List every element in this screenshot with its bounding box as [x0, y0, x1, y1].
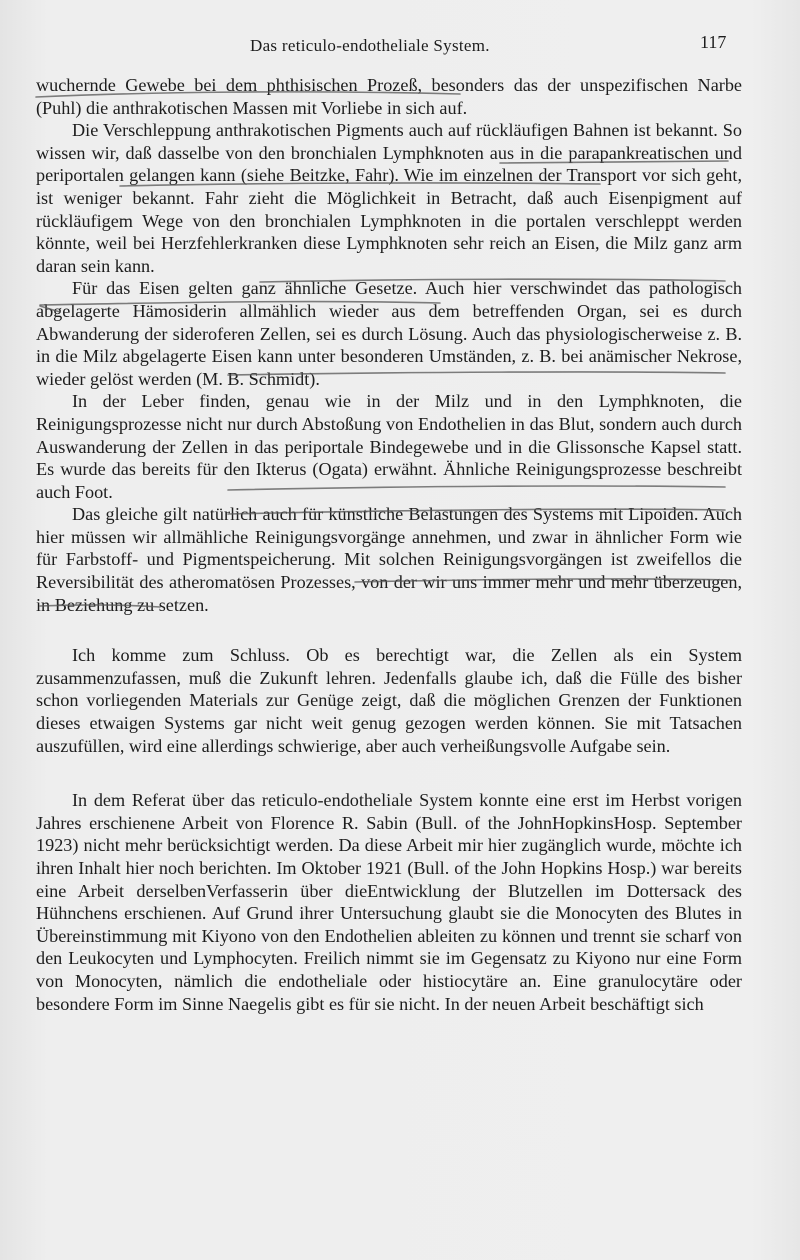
paragraph-conclusion: Ich komme zum Schluss. Ob es berechtigt war, die Zellen als ein System zusammenzufassen, muß die Zukunft lehren. Jedenfalls glaube ich, daß die Fülle des bisher schon vorliegenden Materials zur Genüge zeigt, daß die möglichen Grenzen der Funktionen dieses etwaigen Systems gar nicht weit genug gezogen werden können. Sie mit Tatsachen auszufüllen, wird eine allerdings schwierige, aber auch verheißungsvolle Aufgabe sein.	[36, 645, 742, 756]
paragraph-anthracosis-transport: Die Verschleppung anthrakotischen Pigments auch auf rückläufigen Bahnen ist bekannt. So wissen wir, daß dasselbe von den bronchialen Lymphknoten aus in die parapankreatischen und periportalen gelangen kann (siehe Beitzke, Fahr). Wie im einzelnen der Transport vor sich geht, ist weniger bekannt. Fahr zieht die Möglichkeit in Betracht, daß auch Eisenpigment auf rückläufigem Wege von den bronchialen Lymphknoten in die portalen verschleppt werden könnte, weil bei Herzfehlerkranken diese Lymphknoten sehr reich an Eisen, die Milz ganz arm daran sein kann.	[36, 120, 742, 276]
running-head: Das reticulo-endotheliale System.	[250, 36, 490, 55]
section-spacer	[36, 616, 742, 644]
page-number: 117	[700, 32, 727, 52]
paragraph-lipoids: Das gleiche gilt natürlich auch für künstliche Belastungen des Systems mit Lipoiden. Auch hier müssen wir allmähliche Reinigungsvorgänge annehmen, und zwar in ähnlicher Form wie für Farbstoff- und Pigmentspeicherung. Mit solchen Reinigungsvorgängen ist zweifellos die Reversibilität des atheromatösen Prozesses, von der wir uns immer mehr und mehr überzeugen, in Beziehung zu setzen.	[36, 504, 742, 615]
body-text	[36, 74, 742, 1015]
page-header	[0, 32, 800, 56]
paragraph-iron: Für das Eisen gelten ganz ähnliche Gesetze. Auch hier verschwindet das pathologisch abgelagerte Hämosiderin allmählich wieder aus dem betreffenden Organ, sei es durch Abwanderung der sideroferen Zellen, sei es durch Lösung. Auch das physiologischerweise z. B. in die Milz abgelagerte Eisen kann unter besonderen Umständen, z. B. bei anämischer Nekrose, wieder gelöst werden (M. B. Schmidt).	[36, 278, 742, 389]
paragraph-continuation: wuchernde Gewebe bei dem phthisischen Prozeß, besonders das der unspezifischen Narbe (Puhl) die anthrakotischen Massen mit Vorliebe in sich auf.	[36, 75, 742, 118]
section-spacer	[36, 757, 742, 789]
paragraph-addendum-sabin: In dem Referat über das reticulo-endotheliale System konnte eine erst im Herbst vorigen Jahres erschienene Arbeit von Florence R. Sabin (Bull. of the JohnHopkinsHosp. September 1923) nicht mehr berücksichtigt werden. Da diese Arbeit mir hier zugänglich wurde, möchte ich ihren Inhalt hier noch berichten. Im Oktober 1921 (Bull. of the John Hopkins Hosp.) war bereits eine Arbeit derselbenVerfasserin über dieEntwicklung der Blutzellen im Dottersack des Hühnchens erschienen. Auf Grund ihrer Untersuchung glaubt sie die Monocyten des Blutes in Übereinstimmung mit Kiyono von den Endothelien ableiten zu können und trennt sie scharf von den Leukocyten und Lymphocyten. Freilich nimmt sie im Gegensatz zu Kiyono nur eine Form von Monocyten, nämlich die endotheliale oder histiocytäre an. Eine granulocytäre oder besondere Form im Sinne Naegelis gibt es für sie nicht. In der neuen Arbeit beschäftigt sich	[36, 790, 742, 1014]
paragraph-liver: In der Leber finden, genau wie in der Milz und in den Lymphknoten, die Reinigungsprozesse nicht nur durch Abstoßung von Endothelien in das Blut, sondern auch durch Auswanderung der Zellen in das periportale Bindegewebe und in die Glissonsche Kapsel statt. Es wurde das bereits für den Ikterus (Ogata) erwähnt. Ähnliche Reinigungsprozesse beschreibt auch Foot.	[36, 391, 742, 502]
